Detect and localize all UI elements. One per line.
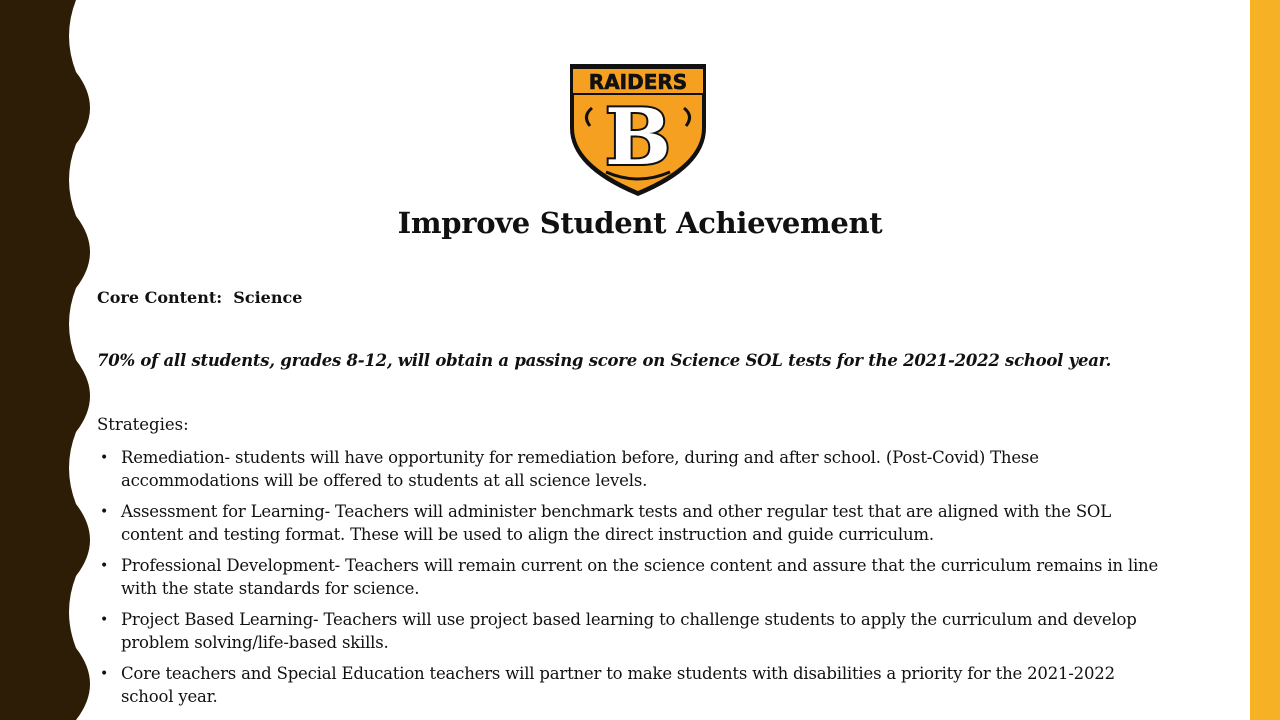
- strategy-text: Project Based Learning- Teachers will use project based learning to challenge students to apply the curriculum and develop problem solving/life-based skills.: [121, 610, 1137, 652]
- raiders-logo: [566, 60, 710, 200]
- strategy-text: Assessment for Learning- Teachers will administer benchmark tests and other regular test that are aligned with the SOL content and testing format. These will be used to align the direct instruction and guide curriculum.: [121, 502, 1112, 544]
- strategy-text: Remediation- students will have opportunity for remediation before, during and after school. (Post-Covid) These accommodations will be offered to students at all science levels.: [121, 448, 1039, 490]
- bullet-icon: •: [100, 666, 109, 682]
- list-item: [97, 663, 1172, 708]
- left-wave-decoration: [0, 0, 100, 720]
- slide-title: Improve Student Achievement: [397, 206, 883, 240]
- logo-letter-b: B: [605, 92, 671, 183]
- strategy-text: Professional Development- Teachers will remain current on the science content and assure that the curriculum remains in line with the state standards for science.: [121, 556, 1159, 598]
- list-item: [97, 609, 1172, 654]
- strategy-text: Core teachers and Special Education teachers will partner to make students with disabilities a priority for the 2021-2022 school year.: [121, 664, 1115, 706]
- list-item: [97, 447, 1172, 492]
- strategies-label: Strategies:: [97, 415, 189, 434]
- bullet-icon: •: [100, 504, 109, 520]
- logo-wordmark: RAIDERS: [588, 70, 688, 94]
- core-content-heading: Core Content: Science: [97, 288, 303, 307]
- bullet-icon: •: [100, 450, 109, 466]
- left-wave-shape: [0, 0, 90, 720]
- bullet-icon: •: [100, 558, 109, 574]
- list-item: [97, 555, 1172, 600]
- list-item: [97, 501, 1172, 546]
- goal-statement: 70% of all students, grades 8-12, will obtain a passing score on Science SOL tests for the 2021-2022 school year.: [97, 351, 1112, 370]
- strategies-list: [97, 447, 1172, 717]
- bullet-icon: •: [100, 612, 109, 628]
- right-accent-bar: [1250, 0, 1280, 720]
